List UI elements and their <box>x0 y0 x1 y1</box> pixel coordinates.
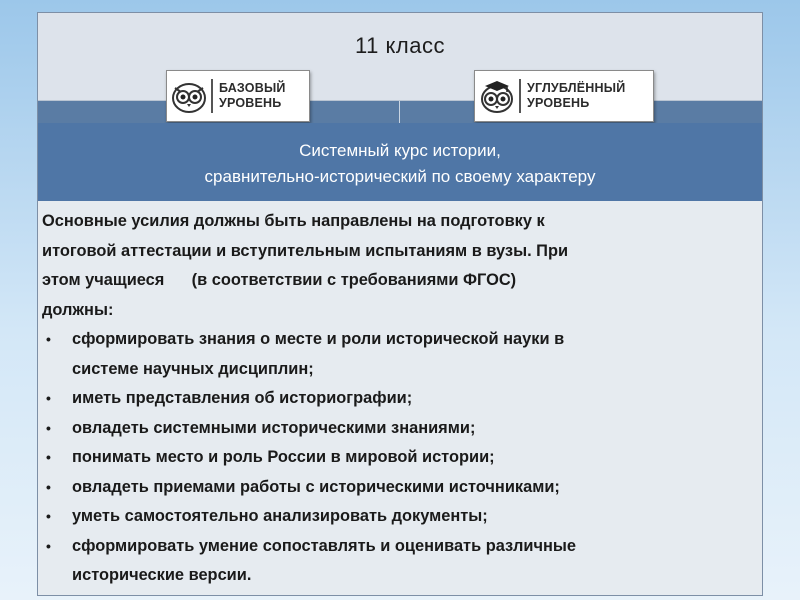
intro-line: итоговой аттестации и вступительным испытаниям в вузы. При <box>42 241 569 260</box>
list-item-text: уметь самостоятельно анализировать документы; <box>72 507 488 525</box>
course-title-line1: Системный курс истории, <box>299 141 501 160</box>
list-item-text: исторические версии. <box>72 566 252 584</box>
intro-line: этом учащиеся (в соответствии с требованиями ФГОС) <box>42 271 517 289</box>
list-item-text: иметь представления об историографии; <box>72 389 413 407</box>
list-item-text: системе научных дисциплин; <box>72 359 314 378</box>
bullet-icon: • <box>46 390 51 406</box>
list-item <box>38 384 762 414</box>
list-item-text: сформировать умение сопоставлять и оценивать различные <box>72 536 576 555</box>
course-row <box>38 123 762 201</box>
bullet-icon: • <box>46 478 51 495</box>
base-level-label: БАЗОВЫЙ УРОВЕНЬ <box>219 81 286 110</box>
requirements-list <box>38 325 762 591</box>
owl-icon <box>171 78 207 114</box>
bullet-icon: • <box>46 449 51 465</box>
list-item <box>38 325 762 384</box>
advanced-level-badge <box>474 70 654 122</box>
badge-separator <box>519 79 521 113</box>
list-item <box>38 414 762 444</box>
list-item-text: овладеть приемами работы с историческими источниками; <box>72 477 560 496</box>
intro-line: должны: <box>42 300 114 319</box>
list-item <box>38 502 762 532</box>
list-item <box>38 532 762 591</box>
slide-table <box>37 12 763 596</box>
bullet-icon: • <box>46 537 51 554</box>
page-title: 11 класс <box>355 33 445 58</box>
column-divider <box>399 101 400 123</box>
bullet-icon: • <box>46 331 51 347</box>
list-item <box>38 443 762 473</box>
course-title-line2: сравнительно-исторический по своему характеру <box>204 167 596 186</box>
owl-graduate-icon <box>479 78 515 114</box>
list-item <box>38 473 762 503</box>
list-item-text: овладеть системными историческими знаниями; <box>72 418 476 437</box>
bullet-icon: • <box>46 508 51 524</box>
intro-paragraph <box>42 207 752 325</box>
body-row <box>38 201 762 595</box>
advanced-level-label: УГЛУБЛЁННЫЙ УРОВЕНЬ <box>527 81 626 110</box>
bullet-icon: • <box>46 419 51 436</box>
list-item-text: сформировать знания о месте и роли исторической науки в <box>72 330 565 348</box>
badge-separator <box>211 79 213 113</box>
base-level-badge <box>166 70 310 122</box>
list-item-text: понимать место и роль России в мировой истории; <box>72 448 495 466</box>
intro-line: Основные усилия должны быть направлены на подготовку к <box>42 212 545 230</box>
